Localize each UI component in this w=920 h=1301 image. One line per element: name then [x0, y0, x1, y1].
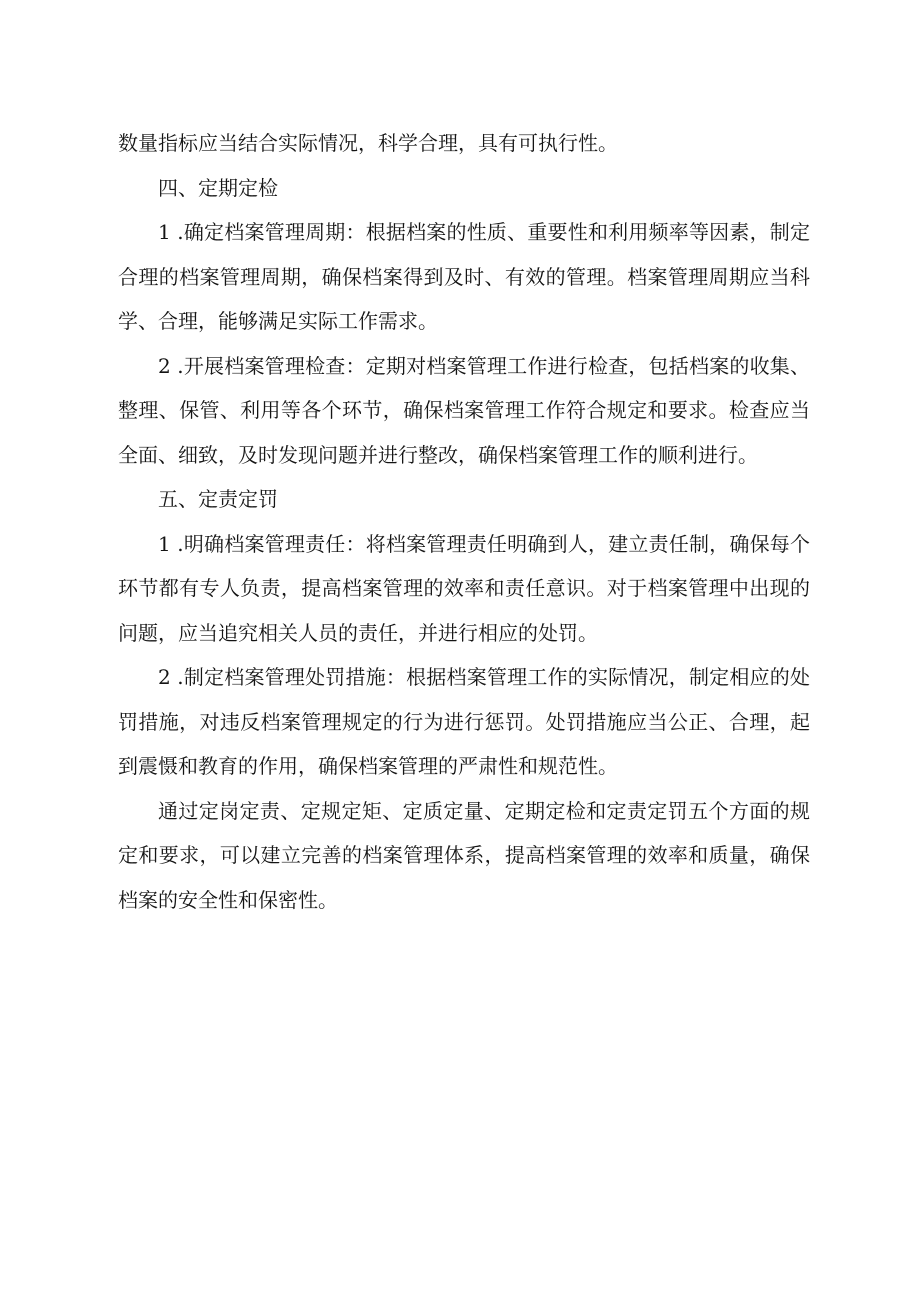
paragraph-continuation: 数量指标应当结合实际情况，科学合理，具有可执行性。 — [118, 131, 618, 155]
paragraph-5-1: 1 .明确档案管理责任：将档案管理责任明确到人，建立责任制，确保每个环节都有专人负责，提高档案管理的效率和责任意识。对于档案管理中出现的问题，应当追究相关人员的责任，并进行相应的处罚。 — [118, 531, 810, 645]
paragraph-4-2: 2 .开展档案管理检查：定期对档案管理工作进行检查，包括档案的收集、整理、保管、利用等各个环节，确保档案管理工作符合规定和要求。检查应当全面、细致，及时发现问题并进行整改，确保档案管理工作的顺利进行。 — [118, 353, 810, 467]
section-heading-5: 五、定责定罚 — [158, 487, 278, 511]
paragraph-conclusion: 通过定岗定责、定规定矩、定质定量、定期定检和定责定罚五个方面的规定和要求，可以建立完善的档案管理体系，提高档案管理的效率和质量，确保档案的安全性和保密性。 — [118, 798, 810, 912]
paragraph-5-2: 2 .制定档案管理处罚措施：根据档案管理工作的实际情况，制定相应的处罚措施，对违反档案管理规定的行为进行惩罚。处罚措施应当公正、合理，起到震慑和教育的作用，确保档案管理的严肃性和规范性。 — [118, 665, 810, 778]
section-heading-4: 四、定期定检 — [158, 175, 278, 200]
document-body — [118, 121, 810, 922]
paragraph-4-1: 1 .确定档案管理周期：根据档案的性质、重要性和利用频率等因素，制定合理的档案管理周期，确保档案得到及时、有效的管理。档案管理周期应当科学、合理，能够满足实际工作需求。 — [118, 220, 810, 333]
